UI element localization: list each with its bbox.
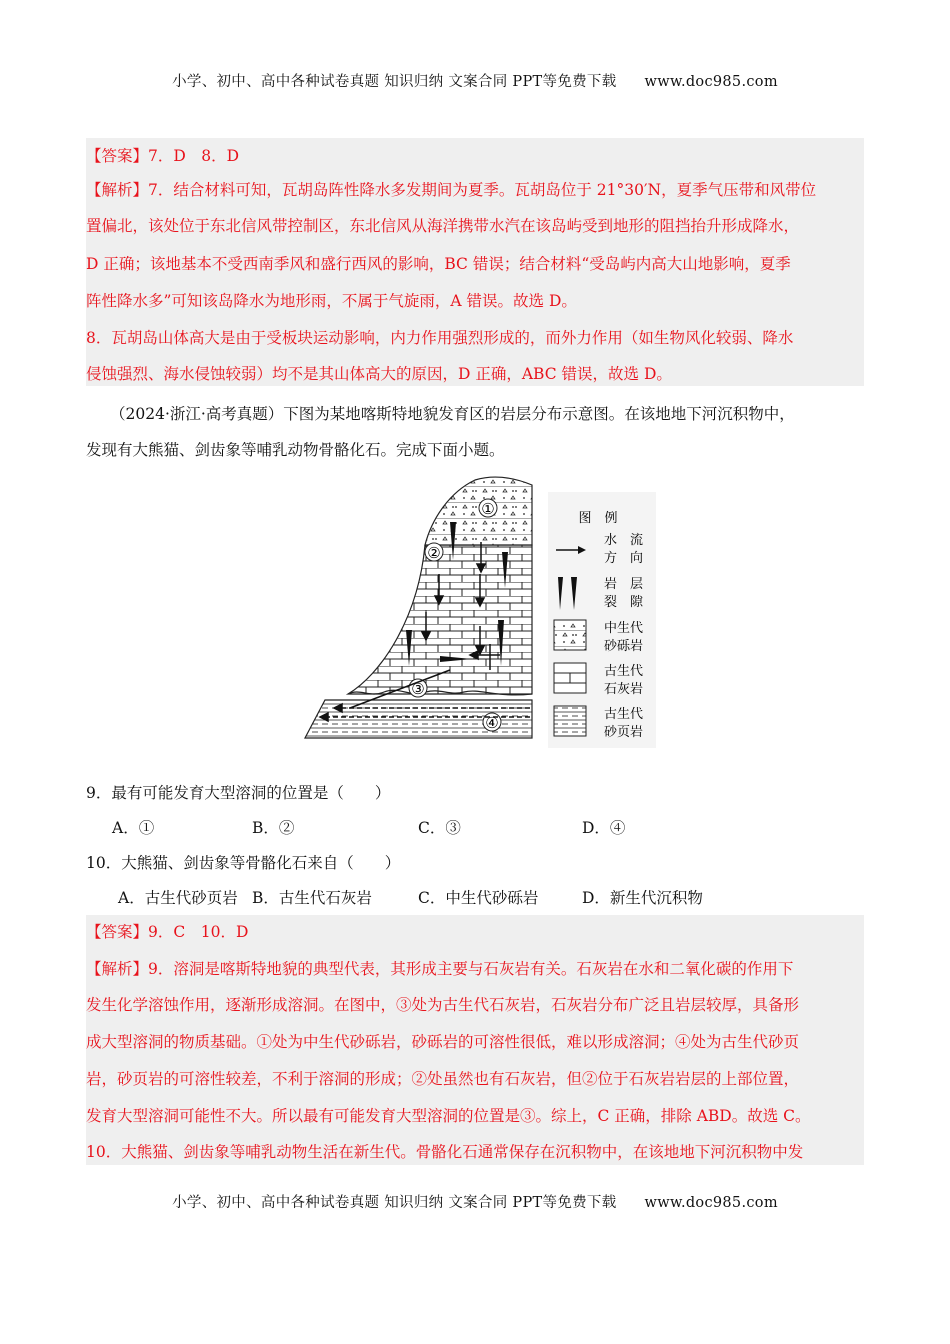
legend-shale-l1: 古生代 <box>604 707 644 722</box>
legend-flow-l1: 水 流 <box>604 533 644 548</box>
footer-text: 小学、初中、高中各种试卷真题 知识归纳 文案合同 PPT等免费下载 <box>172 1195 617 1211</box>
legend-flow-l2: 方 向 <box>604 551 644 566</box>
question-10-stem: 10．大熊猫、剑齿象等骨骼化石来自（ ） <box>86 854 401 872</box>
analysis-line: 置偏北，该处位于东北信风带控制区，东北信风从海洋携带水汽在该岛屿受到地形的阻挡抬升形成降水， <box>86 217 800 235</box>
label-1: ① <box>481 500 495 518</box>
page-header <box>0 70 950 91</box>
q9-option-d: D．④ <box>582 819 626 837</box>
answer-9-10: 【答案】9．C 10．D <box>86 923 249 941</box>
analysis-line: 侵蚀强烈、海水侵蚀较弱）均不是其山体高大的原因，D 正确，ABC 错误，故选 D。 <box>86 365 672 383</box>
question-9-stem: 9．最有可能发育大型溶洞的位置是（ ） <box>86 784 391 802</box>
legend-fracture-l1: 岩 层 <box>604 577 644 592</box>
analysis-line: D 正确；该地基本不受西南季风和盛行西风的影响，BC 错误；结合材料“受岛屿内高大山地影响，夏季 <box>86 255 791 273</box>
legend-gravel-l2: 砂砾岩 <box>604 639 644 654</box>
analysis-line: 8．瓦胡岛山体高大是由于受板块运动影响，内力作用强烈形成的，而外力作用（如生物风化较弱、降水 <box>86 329 794 347</box>
footer-site: www.doc985.com <box>644 1195 778 1211</box>
q10-option-c: C．中生代砂砾岩 <box>418 889 539 907</box>
legend <box>548 492 656 748</box>
question-intro: 发现有大熊猫、剑齿象等哺乳动物骨骼化石。完成下面小题。 <box>86 441 505 459</box>
label-3: ③ <box>411 680 425 698</box>
analysis-line: 【解析】7．结合材料可知，瓦胡岛阵性降水多发期间为夏季。瓦胡岛位于 21°30′N，夏季气压带和风带位 <box>86 181 817 199</box>
analysis-line: 【解析】9．溶洞是喀斯特地貌的典型代表，其形成主要与石灰岩有关。石灰岩在水和二氧化碳的作用下 <box>86 960 794 978</box>
legend-limestone-l2: 石灰岩 <box>604 682 644 697</box>
q9-option-b: B．② <box>252 819 295 837</box>
analysis-line: 成大型溶洞的物质基础。①处为中生代砂砾岩，砂砾岩的可溶性很低，难以形成溶洞；④处为古生代砂页 <box>86 1033 800 1051</box>
q10-option-a: A．古生代砂页岩 <box>118 889 238 907</box>
question-intro: （2024·浙江·高考真题）下图为某地喀斯特地貌发育区的岩层分布示意图。在该地地下河沉积物中， <box>110 405 795 423</box>
q9-option-c: C．③ <box>418 819 461 837</box>
q9-option-a: A．① <box>112 819 155 837</box>
analysis-line: 岩，砂页岩的可溶性较差，不利于溶洞的形成；②处虽然也有石灰岩，但②位于石灰岩岩层的上部位置， <box>86 1070 800 1088</box>
karst-figure <box>300 470 660 750</box>
sandgravel-layer <box>425 477 532 545</box>
analysis-line: 10．大熊猫、剑齿象等哺乳动物生活在新生代。骨骼化石通常保存在沉积物中，在该地地下河沉积物中发 <box>86 1143 804 1161</box>
analysis-line: 发育大型溶洞可能性不大。所以最有可能发育大型溶洞的位置是③。综上，C 正确，排除 ABD。故选 C。 <box>86 1107 811 1125</box>
header-site: www.doc985.com <box>644 74 778 90</box>
answer-7-8: 【答案】7．D 8．D <box>86 147 240 165</box>
header-text: 小学、初中、高中各种试卷真题 知识归纳 文案合同 PPT等免费下载 <box>172 74 617 90</box>
label-2: ② <box>427 544 441 562</box>
page-footer <box>0 1191 950 1212</box>
legend-title: 图 例 <box>578 511 618 526</box>
q10-option-b: B．古生代石灰岩 <box>252 889 372 907</box>
analysis-line: 阵性降水多”可知该岛降水为地形雨，不属于气旋雨，A 错误。故选 D。 <box>86 292 577 310</box>
legend-shale-l2: 砂页岩 <box>604 725 644 740</box>
q10-option-d: D．新生代沉积物 <box>582 889 703 907</box>
legend-gravel-l1: 中生代 <box>604 621 644 636</box>
legend-limestone-l1: 古生代 <box>604 664 644 679</box>
analysis-line: 发生化学溶蚀作用，逐渐形成溶洞。在图中，③处为古生代石灰岩，石灰岩分布广泛且岩层较厚，具备形 <box>86 996 800 1014</box>
legend-fracture-l2: 裂 隙 <box>604 595 644 610</box>
label-4: ④ <box>485 714 499 732</box>
